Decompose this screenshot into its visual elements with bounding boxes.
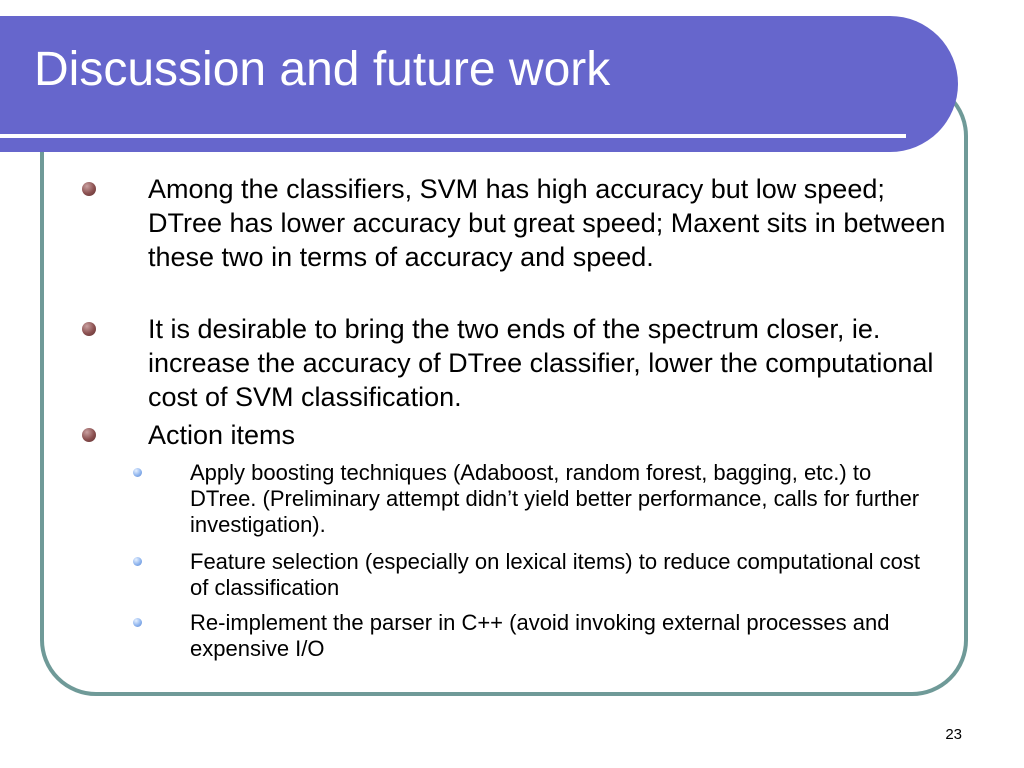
sub-bullet-item bbox=[190, 460, 930, 538]
bullet-dot-icon bbox=[82, 322, 96, 336]
bullet-text: It is desirable to bring the two ends of the spectrum closer, ie. increase the accuracy of DTree classifier, lower the computational cost of SVM classification. bbox=[148, 314, 934, 412]
bullet-dot-icon bbox=[82, 182, 96, 196]
bullet-text: Action items bbox=[148, 420, 296, 450]
sub-bullet-dot-icon bbox=[133, 468, 142, 477]
bullet-dot-icon bbox=[82, 428, 96, 442]
sub-bullet-item bbox=[190, 549, 930, 601]
sub-bullet-dot-icon bbox=[133, 557, 142, 566]
sub-bullet-text: Re-implement the parser in C++ (avoid invoking external processes and expensive I/O bbox=[190, 610, 890, 661]
sub-bullet-text: Feature selection (especially on lexical items) to reduce computational cost of classification bbox=[190, 549, 921, 600]
sub-bullet-text: Apply boosting techniques (Adaboost, random forest, bagging, etc.) to DTree. (Preliminary attempt didn’t yield better performance, calls for further investigation). bbox=[190, 460, 920, 537]
bullet-text: Among the classifiers, SVM has high accuracy but low speed; DTree has lower accuracy but great speed; Maxent sits in between these two in terms of accuracy and speed. bbox=[148, 174, 946, 272]
bullet-item bbox=[148, 418, 948, 452]
slide-title: Discussion and future work bbox=[34, 43, 611, 96]
bullet-item bbox=[148, 312, 948, 414]
page-number: 23 bbox=[945, 726, 962, 743]
bullet-item bbox=[148, 172, 948, 274]
sub-bullet-item bbox=[190, 610, 930, 662]
sub-bullet-dot-icon bbox=[133, 618, 142, 627]
